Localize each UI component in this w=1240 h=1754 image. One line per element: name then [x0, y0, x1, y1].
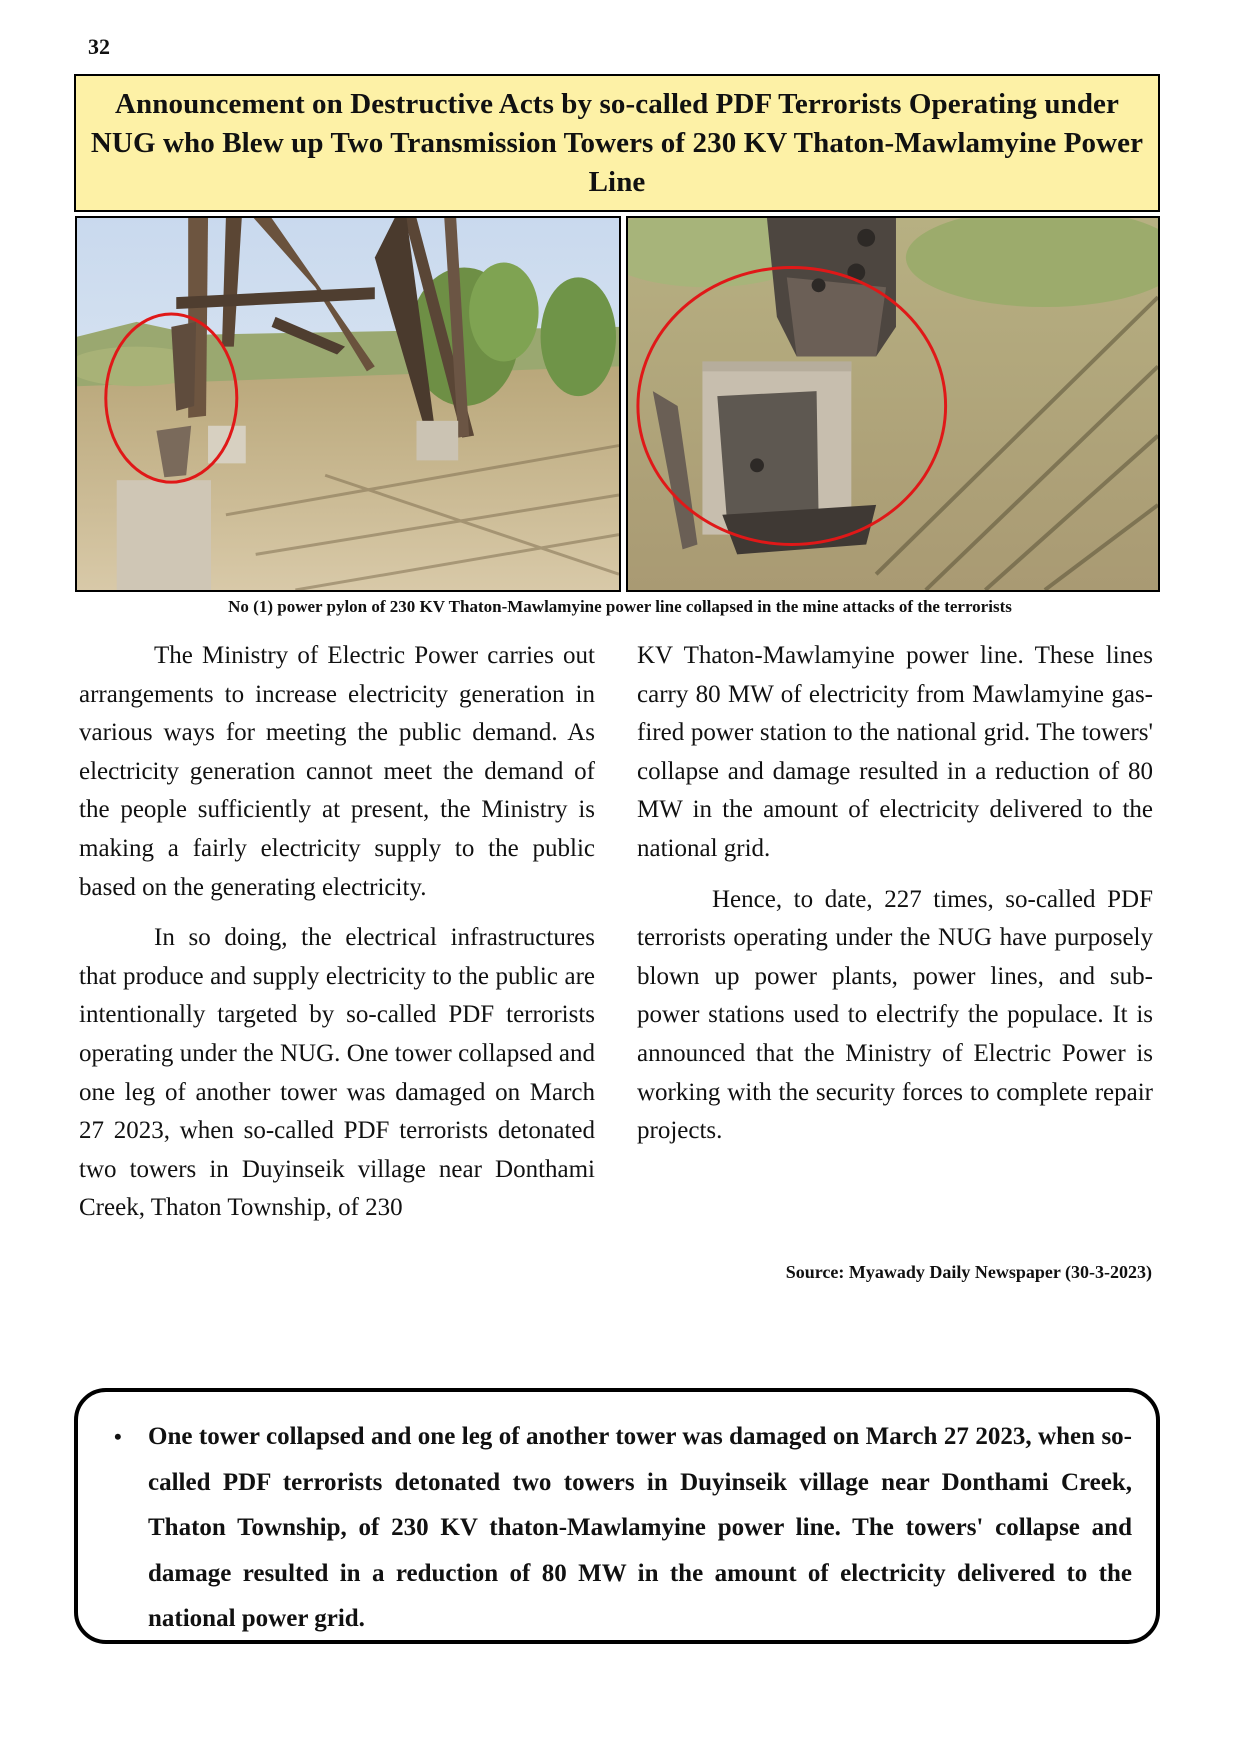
- photo-detonated-leg-closeup: [626, 216, 1160, 592]
- article-paragraph: In so doing, the electrical infrastructures that produce and supply electricity to the public are intentionally targeted by so-called PDF terrorists operating under the NUG. One tower collapsed and one leg of another tower was damaged on March 27 2023, when so-called PDF terrorists detonated two towers in Duyinseik village near Donthami Creek, Thaton Township, of 230: [79, 924, 595, 1222]
- title-banner: [74, 74, 1160, 212]
- article-paragraph: KV Thaton-Mawlamyine power line. These lines carry 80 MW of electricity from Mawlamyine gas-fired power station to the national grid. The towers' collapse and damage resulted in a reduction of 80 MW in the amount of electricity delivered to the national grid.: [637, 642, 1153, 862]
- photo-caption: No (1) power pylon of 230 KV Thaton-Mawlamyine power line collapsed in the mine attacks of the terrorists: [228, 597, 1012, 616]
- closeup-photo-illustration: [628, 218, 1158, 590]
- bullet-icon: •: [114, 1424, 122, 1449]
- summary-text: One tower collapsed and one leg of another tower was damaged on March 27 2023, when so-called PDF terrorists detonated two towers in Duyinseik village near Donthami Creek, Thaton Township, of 230 KV thaton-Mawlamyine power line. The towers' collapse and damage resulted in a reduction of 80 MW in the amount of electricity delivered to the national power grid.: [148, 1423, 1132, 1632]
- pylon-photo-illustration: [77, 218, 619, 590]
- article-paragraph: The Ministry of Electric Power carries out arrangements to increase electricity generation in various ways for meeting the public demand. As electricity generation cannot meet the demand of the people sufficiently at present, the Ministry is making a fairly electricity supply to the public based on the generating electricity.: [79, 642, 595, 901]
- article-column-left: [79, 637, 595, 1240]
- article-column-right: [637, 637, 1153, 1163]
- source-citation: Source: Myawady Daily Newspaper (30-3-2023): [785, 1262, 1152, 1282]
- article-paragraph: Hence, to date, 227 times, so-called PDF terrorists operating under the NUG have purposely blown up power plants, power lines, and sub-power stations used to electrify the populace. It is announced that the Ministry of Electric Power is working with the security forces to complete repair projects.: [637, 885, 1153, 1145]
- summary-callout: [74, 1388, 1160, 1644]
- page-title: Announcement on Destructive Acts by so-called PDF Terrorists Operating under NUG who Blew up Two Transmission Towers of 230 KV Thaton-Mawlamyine Power Line: [90, 87, 1144, 198]
- summary-list: [114, 1414, 1132, 1642]
- page-number: 32: [88, 34, 110, 59]
- summary-list-item: [114, 1414, 1132, 1642]
- photo-damaged-pylon: [75, 216, 621, 592]
